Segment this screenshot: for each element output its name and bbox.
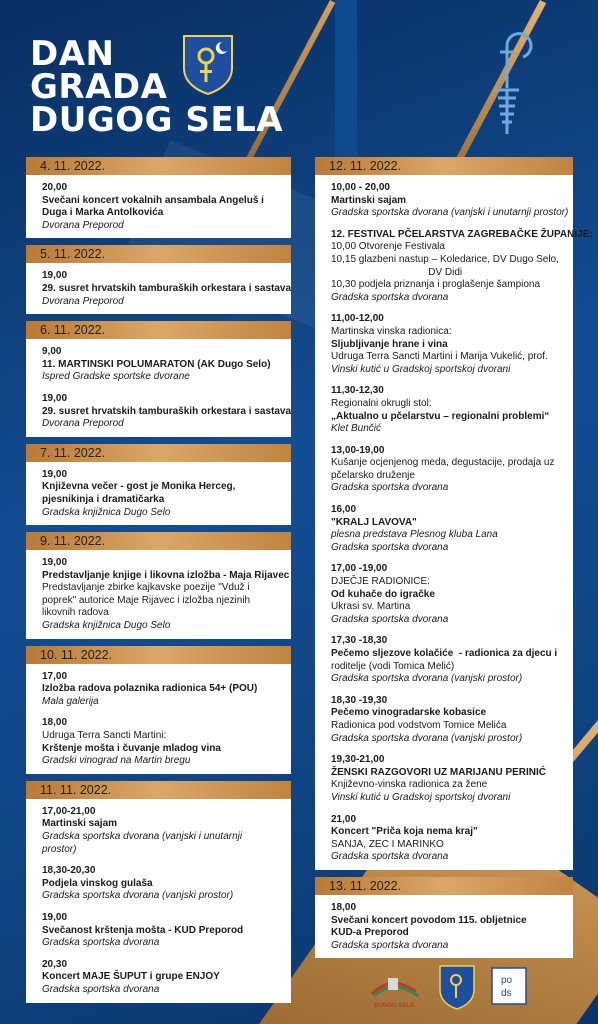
event-item [331,504,563,554]
event-description: 10,15 glazbeni nastup – Koledarice, DV Dugo Selo, [331,253,559,265]
event-venue: Ispred Gradske sportske dvorane [42,371,190,383]
event-time: 9,00 [42,346,62,358]
event-item [42,865,281,903]
event-description: 10,00 Otvorenje Festivala [331,241,445,253]
event-item [331,814,563,864]
event-item [42,270,292,308]
event-title: 29. susret hrvatskih tamburaških orkestara i sastava [42,405,292,417]
event-item [331,695,563,745]
event-title: Pečemo sljezove kolačiće - radionica za djecu i [331,648,558,659]
event-venue: Gradska sportska dvorana [42,937,160,949]
event-item [331,563,563,626]
event-title: Predstavljanje knjige i likovna izložba - Maja Rijavec [42,569,290,581]
event-item [42,469,281,519]
event-title: 12. FESTIVAL PČELARSTVA ZAGREBAČKE ŽUPANIJE: [331,228,593,240]
event-description: Kušanje ocjenjenog meda, degustacije, prodaja uz [331,457,555,469]
event-item [331,902,563,952]
event-time: 18,00 [331,901,357,913]
day-block [26,781,291,1003]
date-header: 4. 11. 2022. [26,157,291,175]
event-item [42,806,281,856]
event-time: 16,00 [331,504,357,516]
event-item [331,313,563,376]
event-title: Književna večer - gost je Monika Herceg, [42,481,236,493]
event-item [331,228,593,305]
events-box [26,339,291,437]
event-title: Svečanost krštenja mošta - KUD Preporod [42,924,244,936]
event-item [331,635,563,685]
footer-logo-text: DUGOG SELA [374,1003,415,1009]
event-time: 19,00 [42,270,68,282]
event-description: Martinska vinska radionica: [331,325,452,337]
event-title: Pečemo vinogradarske kobasice [331,707,487,719]
event-venue: Gradska sportska dvorana (vanjski i unutarnji prostor) [331,207,569,219]
day-block [26,157,291,238]
event-venue: Gradska sportska dvorana [331,851,449,863]
event-title: pjesnikinja i dramatičarka [42,493,165,505]
event-time: 20,00 [42,182,68,193]
event-item [331,754,563,804]
events-box [315,895,573,958]
event-time: 18,30 -19,30 [331,694,388,706]
event-time: 20,30 [42,958,68,970]
event-description: roditelje (vodi Tomica Melić) [331,660,455,672]
event-description: Regionalni okrugli stol: [331,397,432,409]
date-header: 5. 11. 2022. [26,245,291,263]
footer-logos [370,962,550,1012]
events-box [26,263,291,314]
event-venue: Gradski vinograd na Martin bregu [42,755,191,767]
events-box [26,175,291,238]
event-title: Koncert MAJE ŠUPUT i grupe ENJOY [42,971,220,983]
event-venue: Vinski kutić u Gradskoj sportskoj dvorani [331,791,511,803]
day-block [26,532,291,639]
crozier-emblem-icon [478,30,536,138]
event-title: Sljubljivanje hrane i vina [331,338,448,350]
event-description: Predstavljanje zbirke kajkavske poezije "Vduž i [42,582,250,594]
day-block [315,877,573,958]
event-title: Duga i Marka Antolkovića [42,207,164,219]
event-time: 10,00 - 20,00 [331,182,390,193]
event-title: „Aktualno u pčelarstvu – regionalni problemi“ [331,410,550,422]
event-time: 19,00 [42,557,68,569]
event-venue: Gradska sportska dvorana [331,541,449,553]
event-time: 17,00 -19,00 [331,563,388,575]
event-time: 19,30-21,00 [331,754,385,766]
event-item [42,912,281,950]
event-description: pčelarsko druženje [331,469,415,481]
event-time: 11,00-12,00 [331,313,384,325]
event-time: 17,30 -18,30 [331,635,388,647]
date-header: 13. 11. 2022. [315,877,573,895]
event-description: DJEČJE RADIONICE: [331,576,430,588]
event-time: 21,00 [331,813,357,825]
event-title: Svečani koncert povodom 115. obljetnice [331,914,527,926]
events-box [26,799,291,1003]
event-title: Izložba radova polaznika radionica 54+ (POU) [42,683,258,695]
left-column [26,157,291,1010]
event-description: Književno-vinska radionica za žene [331,779,488,791]
date-header: 10. 11. 2022. [26,646,291,664]
event-item [42,671,281,709]
event-time: 18,30-20,30 [42,865,96,877]
svg-text:po: po [501,975,513,986]
date-header: 9. 11. 2022. [26,532,291,550]
event-title: Svečani koncert vokalnih ansambala Angeluš i [42,194,264,206]
event-venue: Dvorana Preporod [42,295,124,307]
event-description: Ukrasi sv. Martina [331,601,411,613]
event-title: Martinski sajam [42,818,118,830]
event-item [331,385,563,435]
event-venue: Gradska knjižnica Dugo Selo [42,620,171,632]
event-time: 13,00-19,00 [331,444,385,456]
event-item [42,346,281,384]
events-box [315,175,593,870]
day-block [26,646,291,774]
title-line: DAN [30,34,115,74]
title-line: DUGOG SELA [30,100,284,140]
event-venue: Gradska sportska dvorana (vanjski prostor) [331,673,523,685]
events-box [26,664,291,774]
event-venue: Mala galerija [42,695,99,707]
event-venue: Dvorana Preporod [42,418,124,430]
event-title: Podjela vinskog gulaša [42,877,153,889]
event-venue: Dvorana Preporod [42,219,124,231]
event-venue: Gradska sportska dvorana [331,939,449,951]
event-time: 19,00 [42,468,68,480]
event-description: Udruga Terra Sancti Martini i Marija Vukelić, prof. [331,351,548,363]
svg-text:ds: ds [501,988,512,999]
event-time: 18,00 [42,717,68,729]
date-header: 12. 11. 2022. [315,157,573,175]
events-box [26,462,291,525]
event-description: Udruga Terra Sancti Martini: [42,730,167,742]
event-time: 17,00 [42,670,68,682]
event-venue: Vinski kutić u Gradskoj sportskoj dvorani [331,363,511,375]
event-title: 11. MARTINSKI POLUMARATON (AK Dugo Selo) [42,358,271,370]
event-item [42,392,292,431]
city-crest-icon [182,34,234,96]
event-venue: Gradska sportska dvorana [42,983,160,995]
event-title: Koncert "Priča koja nema kraj" [331,826,478,838]
title-line: GRADA [30,67,168,107]
event-venue: Gradska sportska dvorana (vanjski prostor) [331,732,523,744]
event-time: 17,00-21,00 [42,805,96,817]
date-header: 6. 11. 2022. [26,321,291,339]
event-title: "KRALJ LAVOVA" [331,516,417,528]
events-box [26,550,291,639]
event-venue: Gradska knjižnica Dugo Selo [42,506,171,518]
day-block [26,321,291,437]
event-item [331,182,569,220]
event-title: 29. susret hrvatskih tamburaških orkestara i sastava [42,282,292,294]
page-title [30,34,284,140]
event-item [42,959,281,997]
event-title: Od kuhače do igračke [331,588,435,600]
event-venue: plesna predstava Plesnog kluba Lana [331,529,498,541]
day-block [26,444,291,525]
event-item [42,182,281,232]
event-item [42,557,290,633]
event-venue: Gradska sportska dvorana [331,291,449,303]
event-description: DV Didi [331,266,463,278]
event-title: KUD-a Preporod [331,927,409,939]
date-header: 11. 11. 2022. [26,781,291,799]
event-time: 11,30-12,30 [331,385,384,397]
event-item [331,445,563,495]
event-title: ŽENSKI RAZGOVORI UZ MARIJANU PERINIĆ [331,766,547,778]
event-description: 10,30 podjela priznanja i proglašenje šampiona [331,279,541,291]
event-title: Krštenje mošta i čuvanje mladog vina [42,742,221,754]
event-description: likovnih radova [42,607,109,619]
date-header: 7. 11. 2022. [26,444,291,462]
event-venue: Klet Bunčić [331,423,382,435]
event-time: 19,00 [42,392,68,404]
event-venue: Gradska sportska dvorana [331,482,449,494]
event-description: Radionica pod vodstvom Tomice Melića [331,719,507,731]
day-block [26,245,291,314]
event-venue: Gradska sportska dvorana (vanjski i unutarnji [42,831,243,842]
event-title: Martinski sajam [331,194,407,206]
event-venue: Gradska sportska dvorana (vanjski prostor) [42,890,234,902]
event-venue: Gradska sportska dvorana [331,613,449,625]
event-item [42,717,281,767]
right-column [315,157,593,965]
day-block [315,157,593,870]
city-festival-logo-icon [372,978,418,996]
event-time: 19,00 [42,911,68,923]
event-description: poprek" autorice Maje Rijavec i izložba njezinih [42,594,251,606]
event-description: SANJA, ZEC I MARINKO [331,838,444,850]
event-venue: prostor) [42,843,77,855]
